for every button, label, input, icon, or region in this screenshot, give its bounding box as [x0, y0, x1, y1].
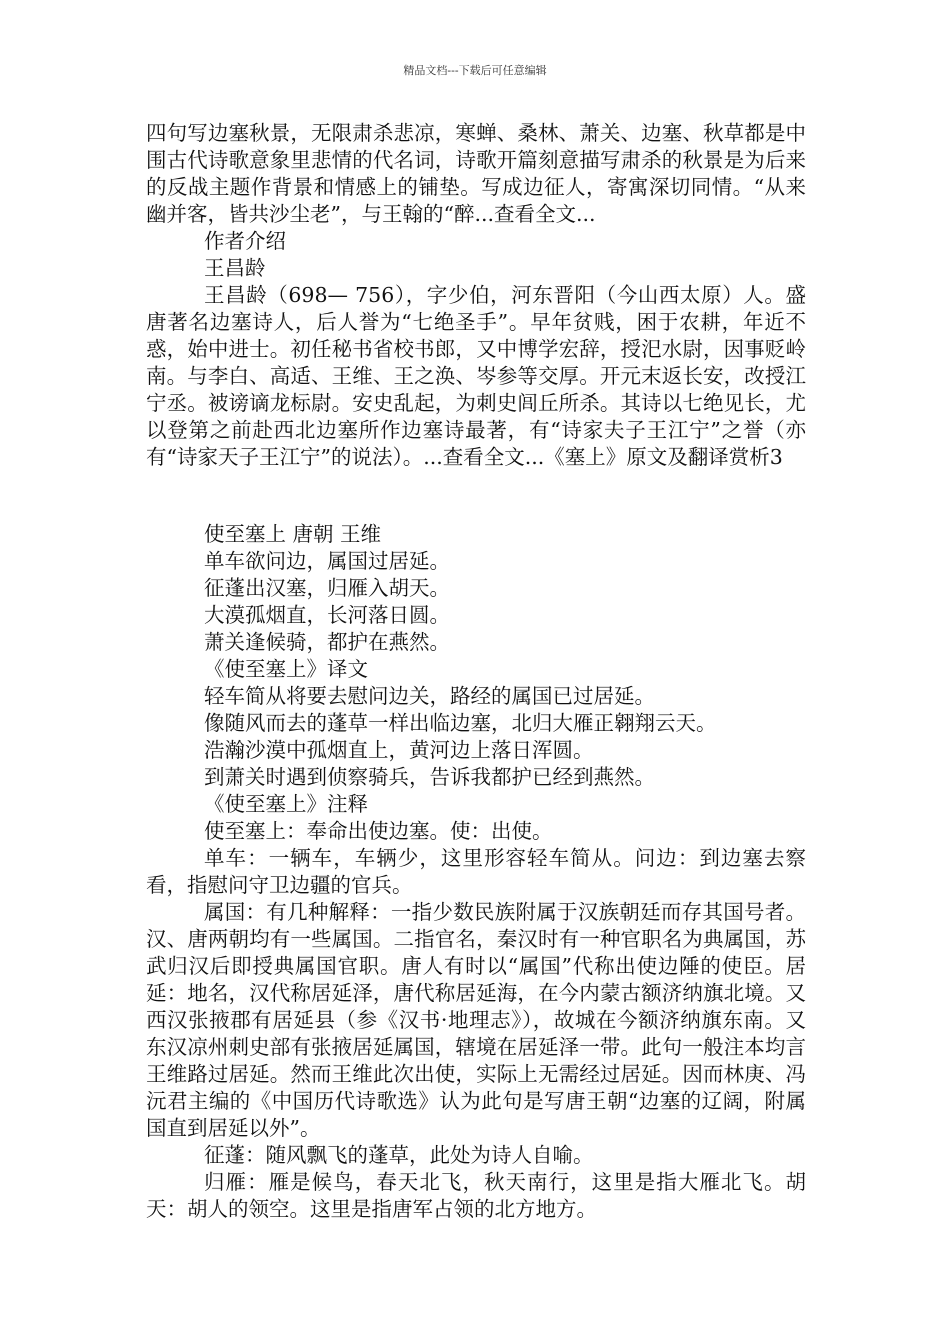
paragraph: 大漠孤烟直，长河落日圆。	[204, 603, 450, 627]
paragraph: 《使至塞上》注释	[204, 792, 368, 816]
paragraph: 《使至塞上》译文	[204, 657, 368, 681]
paragraph: 四句写边塞秋景，无限肃杀悲凉，寒蝉、桑林、萧关、边塞、秋草都是中围古代诗歌意象里悲情的代名词，诗歌开篇刻意描写肃杀的秋景是为后来的反战主题作背景和情感上的铺垫。写成边征人，寄寓深切同情。“从来幽并客，皆共沙尘老”，与王翰的“醉...查看全文...	[146, 121, 806, 226]
paragraph: 单车欲问边，属国过居延。	[204, 549, 450, 573]
paragraph: 征蓬：随风飘飞的蓬草，此处为诗人自喻。	[204, 1143, 594, 1167]
paragraph: 单车：一辆车，车辆少，这里形容轻车简从。问边：到边塞去察看，指慰问守卫边疆的官兵。	[146, 846, 806, 897]
paragraph: 轻车简从将要去慰问边关，路经的属国已过居延。	[204, 684, 655, 708]
paragraph: 像随风而去的蓬草一样出临边塞，北归大雁正翱翔云天。	[204, 711, 717, 735]
page-header: 精品文档---下载后可任意编辑	[403, 64, 547, 77]
paragraph: 征蓬出汉塞，归雁入胡天。	[204, 576, 450, 600]
paragraph: 萧关逢候骑，都护在燕然。	[204, 630, 450, 654]
paragraph: 王昌龄（698— 756），字少伯，河东晋阳（今山西太原）人。盛唐著名边塞诗人，后人誉为“七绝圣手”。早年贫贱，困于农耕，年近不惑，始中进士。初任秘书省校书郎，又中博学宏辞，授汜水尉，因事贬岭南。与李白、高适、王维、王之涣、岑参等交厚。开元末返长安，改授江宁丞。被谤谪龙标尉。安史乱起，为刺史闾丘所杀。其诗以七绝见长，尤以登第之前赴西北边塞所作边塞诗最著，有“诗家夫子王江宁”之誉（亦有“诗家天子王江宁”的说法）。...查看全文...《塞上》原文及翻译赏析3	[146, 283, 806, 469]
paragraph: 浩瀚沙漠中孤烟直上，黄河边上落日浑圆。	[204, 738, 594, 762]
paragraph: 属国：有几种解释：一指少数民族附属于汉族朝廷而存其国号者。汉、唐两朝均有一些属国。二指官名，秦汉时有一种官职名为典属国，苏武归汉后即授典属国官职。唐人有时以“属国”代称出使边陲的使臣。居延：地名，汉代称居延泽，唐代称居延海，在今内蒙古额济纳旗北境。又西汉张掖郡有居延县（参《汉书·地理志》），故城在今额济纳旗东南。又东汉凉州刺史部有张掖居延属国，辖境在居延泽一带。此句一般注本均言王维路过居延。然而王维此次出使，实际上无需经过居延。因而林庚、冯沅君主编的《中国历代诗歌选》认为此句是写唐王朝“边塞的辽阔，附属国直到居延以外”。	[146, 900, 806, 1140]
paragraph: 使至塞上 唐朝 王维	[204, 522, 382, 546]
paragraph: 到萧关时遇到侦察骑兵，告诉我都护已经到燕然。	[204, 765, 655, 789]
paragraph: 王昌龄	[204, 256, 266, 280]
paragraph: 作者介绍	[204, 229, 286, 253]
document-body	[146, 120, 806, 1223]
paragraph: 归雁：雁是候鸟，春天北飞，秋天南行，这里是指大雁北飞。胡天：胡人的领空。这里是指唐军占领的北方地方。	[146, 1170, 806, 1221]
section-gap	[146, 471, 806, 521]
paragraph: 使至塞上：奉命出使边塞。使：出使。	[204, 819, 553, 843]
